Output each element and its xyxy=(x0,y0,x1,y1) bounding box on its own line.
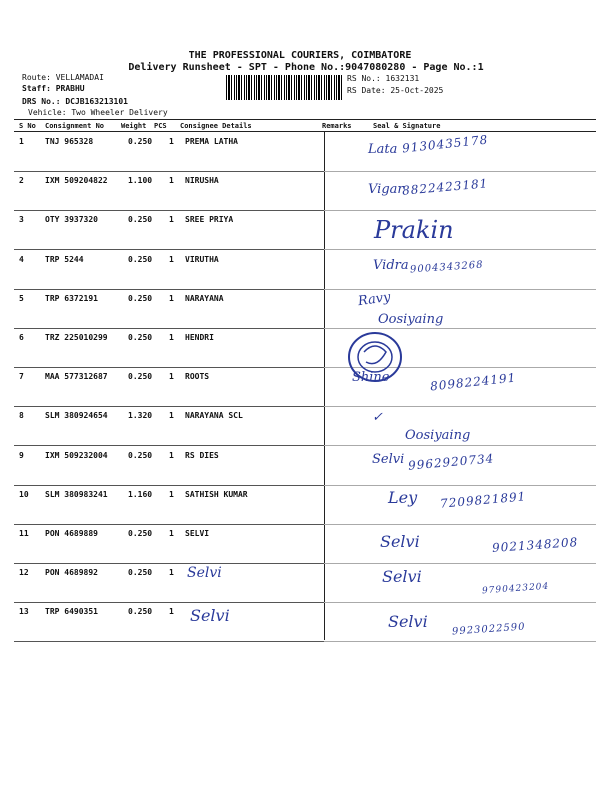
header-top-rule xyxy=(14,119,596,120)
table-row xyxy=(14,211,596,250)
row-sno: 3 xyxy=(19,215,24,225)
row-pcs: 1 xyxy=(169,215,174,225)
row-consignment-no: TNJ 965328 xyxy=(45,137,94,146)
handwritten-consignee-12: Selvi xyxy=(187,565,222,581)
row-sno: 9 xyxy=(19,450,24,460)
row-pcs: 1 xyxy=(169,411,174,421)
row-sno: 4 xyxy=(19,254,24,264)
row-weight: 0.250 xyxy=(128,450,153,460)
signature-3: Prakin xyxy=(374,216,454,244)
row-pcs: 1 xyxy=(169,176,174,186)
table-row xyxy=(14,447,596,486)
signature-9-phone: 9962920734 xyxy=(407,451,495,473)
handwritten-consignee-13: Selvi xyxy=(190,606,230,625)
row-sno: 11 xyxy=(19,529,29,538)
row-sno: 12 xyxy=(19,568,29,578)
staff: Staff: PRABHU xyxy=(22,84,85,93)
row-pcs: 1 xyxy=(169,489,174,499)
signature-10-phone: 7209821891 xyxy=(439,489,527,511)
row-consignment-no: OTY 3937320 xyxy=(45,215,98,225)
row-pcs: 1 xyxy=(169,293,174,303)
row-consignee: NARAYANA SCL xyxy=(185,411,243,421)
signature-11: Selvi xyxy=(380,532,420,551)
row-consignment-no: TRP 5244 xyxy=(45,254,84,264)
row-consignment-no: PON 4689892 xyxy=(45,568,98,578)
drs-number: DRS No.: DCJB163213101 xyxy=(22,97,128,106)
company-title: THE PROFESSIONAL COURIERS, COIMBATORE xyxy=(188,50,412,61)
row-sno: 5 xyxy=(19,293,24,303)
rs-number: RS No.: 1632131 xyxy=(347,74,420,83)
row-weight: 1.160 xyxy=(128,489,153,499)
row-consignee: PREMA LATHA xyxy=(185,137,238,146)
row-pcs: 1 xyxy=(169,254,174,264)
barcode xyxy=(226,75,342,100)
row-weight: 0.250 xyxy=(128,529,153,538)
row-consignment-no: TRP 6372191 xyxy=(45,293,98,303)
table-row xyxy=(14,251,596,290)
row-pcs: 1 xyxy=(169,568,174,578)
row-consignment-no: TRP 6490351 xyxy=(45,607,98,617)
col-pcs: PCS xyxy=(154,122,167,130)
signature-11-phone: 9021348208 xyxy=(491,535,579,555)
signature-7-phone: 8098224191 xyxy=(429,370,517,394)
row-weight: 0.250 xyxy=(128,607,153,617)
col-seal: Seal & Signature xyxy=(373,122,441,130)
row-consignee: NIRUSHA xyxy=(185,176,219,186)
signature-2-phone: 8822423181 xyxy=(401,176,489,198)
signature-12-phone: 9790423204 xyxy=(481,581,550,597)
row-sno: 1 xyxy=(19,137,24,146)
row-consignee: NARAYANA xyxy=(185,293,224,303)
row-consignee: SATHISH KUMAR xyxy=(185,489,248,499)
row-divider xyxy=(324,641,596,642)
signature-13: Selvi xyxy=(388,612,428,631)
signature-12: Selvi xyxy=(382,567,422,586)
col-remarks: Remarks xyxy=(322,122,352,130)
signature-8-mark: ✓ xyxy=(372,410,383,425)
row-consignee: HENDRI xyxy=(185,333,214,342)
vehicle: Vehicle: Two Wheeler Delivery xyxy=(28,108,168,117)
row-sno: 2 xyxy=(19,176,24,186)
row-weight: 1.100 xyxy=(128,176,153,186)
col-consignee: Consignee Details xyxy=(180,122,252,130)
row-consignee: SELVI xyxy=(185,529,210,538)
rs-date: RS Date: 25-Oct-2025 xyxy=(347,86,444,95)
row-weight: 0.250 xyxy=(128,215,153,225)
row-sno: 10 xyxy=(19,489,29,499)
row-consignment-no: MAA 577312687 xyxy=(45,372,108,382)
signature-9: Selvi xyxy=(372,452,405,467)
signature-1-phone: 9130435178 xyxy=(401,132,489,156)
runsheet-subtitle: Delivery Runsheet - SPT - Phone No.:9047080280 - Page No.:1 xyxy=(128,62,484,73)
col-weight: Weight xyxy=(121,122,147,130)
row-consignment-no: TRZ 225010299 xyxy=(45,333,108,342)
row-weight: 0.250 xyxy=(128,293,153,303)
row-weight: 0.250 xyxy=(128,333,153,342)
row-weight: 1.320 xyxy=(128,411,153,421)
row-consignee: VIRUTHA xyxy=(185,254,219,264)
signature-1: Lata xyxy=(368,142,398,157)
row-pcs: 1 xyxy=(169,137,174,146)
row-divider xyxy=(14,641,324,642)
row-consignment-no: IXM 509204822 xyxy=(45,176,108,186)
header-bottom-rule xyxy=(14,131,596,132)
row-consignment-no: SLM 380924654 xyxy=(45,411,108,421)
route: Route: VELLAMADAI xyxy=(22,73,104,82)
table-row xyxy=(14,133,596,172)
row-sno: 7 xyxy=(19,372,24,382)
row-sno: 6 xyxy=(19,333,24,342)
row-consignment-no: PON 4689889 xyxy=(45,529,98,538)
signature-2: Vigar xyxy=(368,182,404,197)
row-consignment-no: IXM 509232004 xyxy=(45,450,108,460)
col-consignment: Consignment No xyxy=(45,122,105,130)
table-row xyxy=(14,407,596,446)
signature-4-phone: 9004343268 xyxy=(409,259,484,276)
row-consignee: SREE PRIYA xyxy=(185,215,234,225)
table-row xyxy=(14,329,596,368)
signature-7: Shine xyxy=(352,370,390,385)
row-consignee: ROOTS xyxy=(185,372,210,382)
signature-4: Vidra xyxy=(373,258,409,273)
table-row xyxy=(14,290,596,329)
row-weight: 0.250 xyxy=(128,137,153,146)
signature-10: Ley xyxy=(388,488,418,507)
table-row xyxy=(14,172,596,211)
signature-8: Oosiyaing xyxy=(405,428,471,443)
row-weight: 0.250 xyxy=(128,568,153,578)
row-pcs: 1 xyxy=(169,333,174,342)
row-consignee: RS DIES xyxy=(185,450,219,460)
row-weight: 0.250 xyxy=(128,372,153,382)
col-sno: S No xyxy=(19,122,36,130)
row-weight: 0.250 xyxy=(128,254,153,264)
signature-6: Oosiyaing xyxy=(378,312,444,327)
row-consignment-no: SLM 380983241 xyxy=(45,489,108,499)
row-pcs: 1 xyxy=(169,607,174,617)
signature-13-phone: 9923022590 xyxy=(451,621,526,638)
row-sno: 13 xyxy=(19,607,29,617)
row-pcs: 1 xyxy=(169,372,174,382)
row-sno: 8 xyxy=(19,411,24,421)
row-pcs: 1 xyxy=(169,450,174,460)
signature-5: Ravy xyxy=(357,289,392,310)
row-pcs: 1 xyxy=(169,529,174,538)
